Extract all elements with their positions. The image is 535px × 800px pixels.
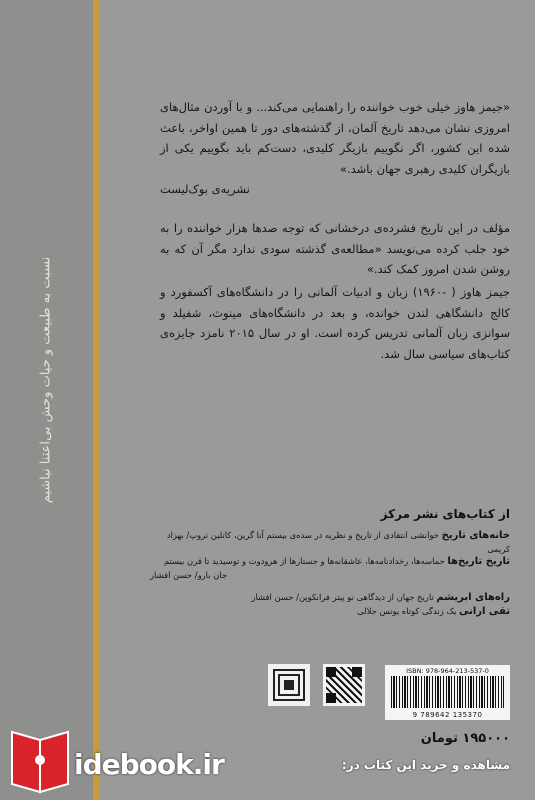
- blurb-paragraph-2: مؤلف در این تاریخ فشرده‌ی درخشانی که توجه صدها هزار خواننده را به خود جلب کرده می‌نویسد «مطالعه‌ی گذشته سودی ندارد مگر آن که به روشن شدن امروز کمک کند.»: [160, 221, 510, 276]
- isbn-text: ISBN: 978-964-213-537-0: [406, 667, 489, 675]
- watermark-text: مشاهده و خرید این کتاب در:: [341, 758, 510, 772]
- publisher-logo: [268, 664, 310, 706]
- barcode: [385, 665, 510, 720]
- list-item: تقی ارانی یک زندگی کوتاه یونس جلالی: [357, 605, 510, 617]
- price: ۱۹۵۰۰۰ تومان: [420, 731, 510, 746]
- spine: [0, 0, 93, 800]
- barcode-bars: [391, 676, 504, 708]
- watermark-logo-link[interactable]: idebook.ir: [74, 748, 224, 781]
- author-bio: جیمز هاوز ( -۱۹۶۰) زبان و ادبیات آلمانی را در دانشگاه‌های آکسفورد و کالج دانشگاهی لندن خوانده، و بعد در دانشگاه‌های مینوث، شفیلد و سوانزی زبان آلمانی تدریس کرده است. او در سال ۲۰۱۵ نامزد جایزه‌ی کتاب‌های سیاسی سال شد.: [160, 285, 510, 361]
- quote-text: «جیمز هاوز خیلی خوب خواننده را راهنمایی می‌کند... و با آوردن مثال‌های امروزی نشان می‌دهد تاریخ آلمان، از گذشته‌های دور تا همین اواخر، باعث شده این کشور، اگر نگوییم بازیگر کلیدی، دست‌کم باید بگوییم یکی از بازیگران کلیدی رهبری جهان باشد.»: [160, 100, 510, 176]
- quote-source: نشریه‌ی بوک‌لیست: [160, 182, 250, 196]
- list-item: خانه‌های تاریخ خوانشی انتقادی از تاریخ و نظریه در سده‌ی بیستم آنا گرین، کاتلین تروپ/ بهزاد کریمی: [166, 530, 510, 554]
- spine-text: نسبت به طبیعت و حیات وحش بی‌اعتنا نباشیم: [38, 256, 54, 504]
- open-book-icon: [6, 728, 74, 794]
- barcode-number: 9 789642 135370: [412, 711, 483, 719]
- spine-accent-stripe: [93, 0, 99, 800]
- publisher-books-title: از کتاب‌های نشر مرکز: [380, 507, 510, 521]
- list-item: تاریخ تاریخ‌ها حماسه‌ها، رخدادنامه‌ها، عاشقانه‌ها و جستارها از هرودوت و توسیدید تا قرن بیستم: [163, 556, 510, 567]
- publisher-books-list: [150, 529, 510, 618]
- list-item-credit: جان بارو/ حسن افشار: [150, 569, 228, 580]
- qr-code: [323, 664, 365, 706]
- blurb-quote: [160, 97, 510, 200]
- list-item: راه‌های ابریشم تاریخ جهان از دیدگاهی نو پیتر فرانکوپن/ حسن افشار: [251, 592, 510, 603]
